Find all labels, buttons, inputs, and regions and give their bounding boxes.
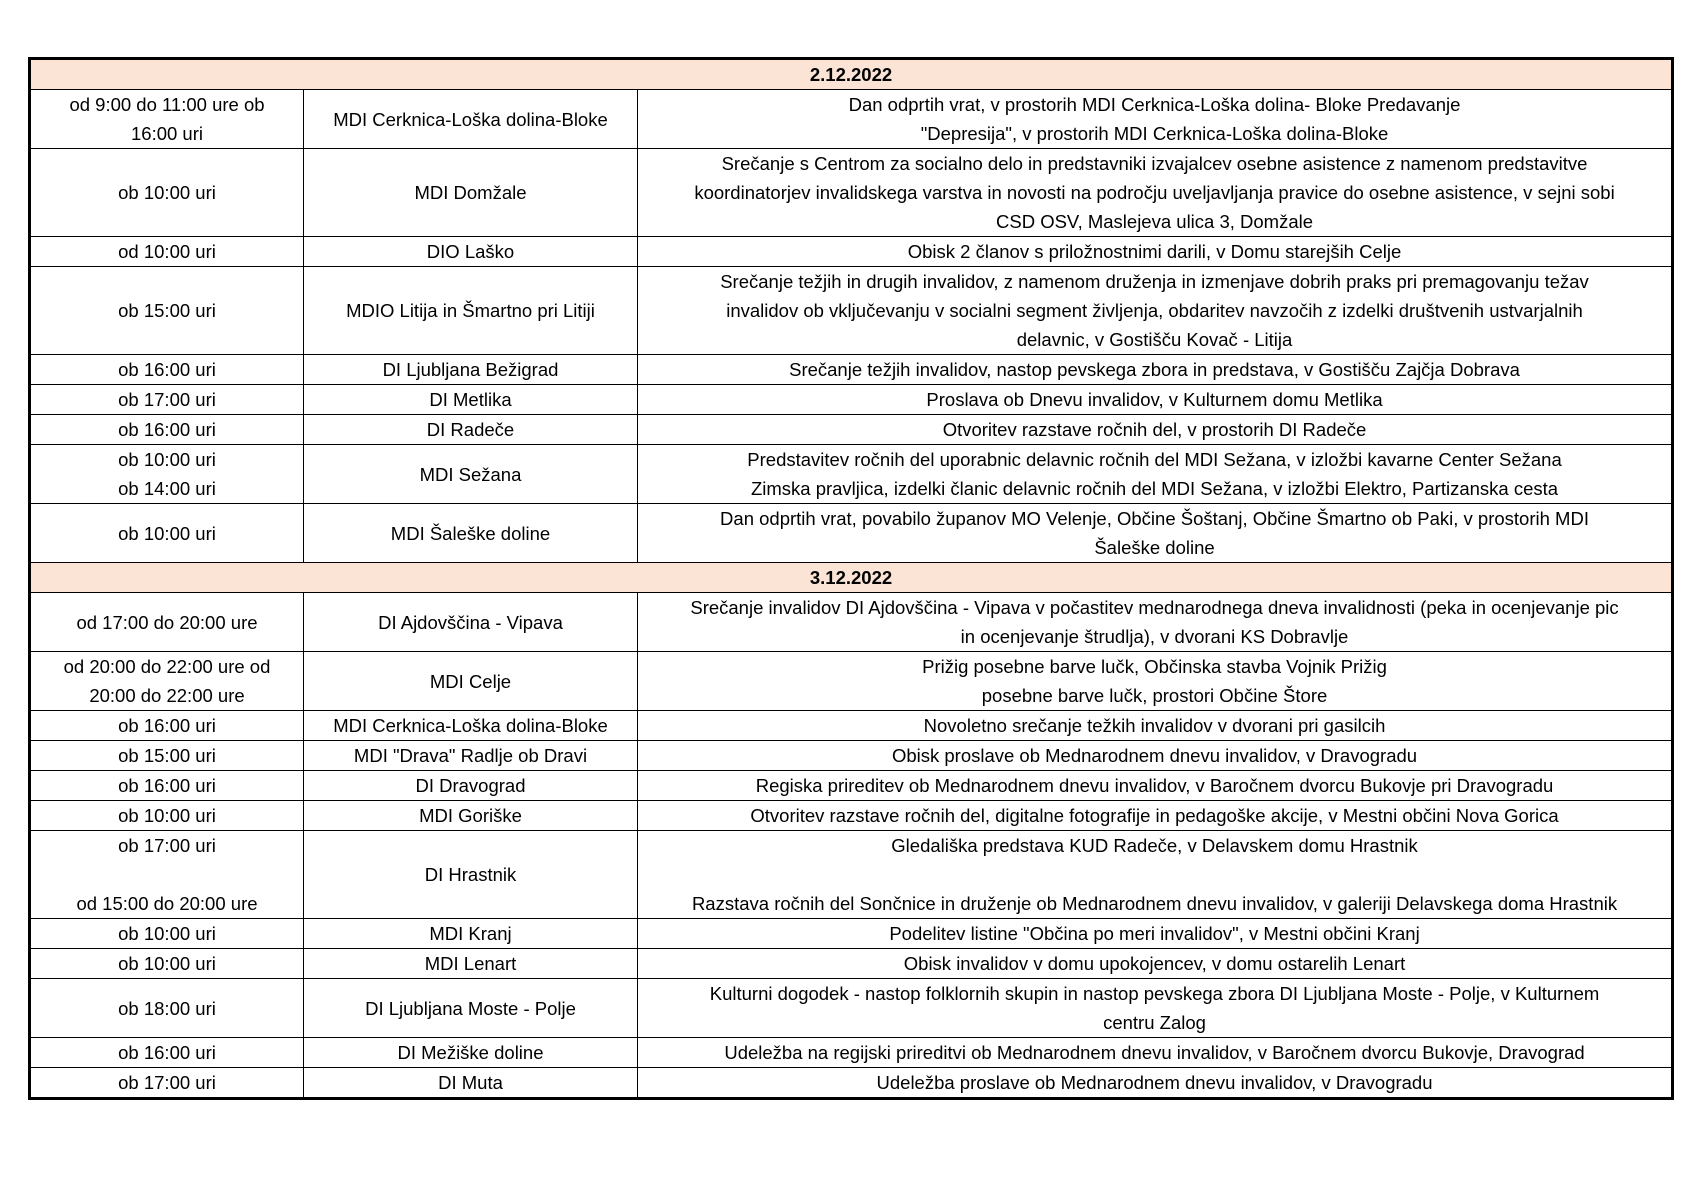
event-description: Obisk 2 članov s priložnostnimi darili, v Domu starejših Celje bbox=[638, 237, 1673, 267]
event-time: ob 17:00 uri bbox=[30, 1068, 304, 1099]
table-row bbox=[30, 90, 1673, 149]
event-organizer: MDI "Drava" Radlje ob Dravi bbox=[304, 741, 638, 771]
event-organizer: MDI Kranj bbox=[304, 919, 638, 949]
table-row bbox=[30, 741, 1673, 771]
section-date: 2.12.2022 bbox=[30, 59, 1673, 90]
section-date: 3.12.2022 bbox=[30, 563, 1673, 593]
event-description: Regiska prireditev ob Mednarodnem dnevu invalidov, v Baročnem dvorcu Bukovje pri Dravogradu bbox=[638, 771, 1673, 801]
event-description: Podelitev listine "Občina po meri invalidov", v Mestni občini Kranj bbox=[638, 919, 1673, 949]
event-organizer: MDIO Litija in Šmartno pri Litiji bbox=[304, 267, 638, 355]
event-description: Srečanje težjih invalidov, nastop pevskega zbora in predstava, v Gostišču Zajčja Dobrava bbox=[638, 355, 1673, 385]
event-time: ob 16:00 uri bbox=[30, 711, 304, 741]
table-row bbox=[30, 831, 1673, 919]
event-organizer: DI Ajdovščina - Vipava bbox=[304, 593, 638, 652]
event-description: Novoletno srečanje težkih invalidov v dvorani pri gasilcih bbox=[638, 711, 1673, 741]
table-row bbox=[30, 415, 1673, 445]
table-row bbox=[30, 267, 1673, 355]
event-description: Kulturni dogodek - nastop folklornih skupin in nastop pevskega zbora DI Ljubljana Moste - Polje, v Kulturnem centru Zalog bbox=[638, 979, 1673, 1038]
event-organizer: DI Ljubljana Bežigrad bbox=[304, 355, 638, 385]
event-time: ob 17:00 uri od 15:00 do 20:00 ure bbox=[30, 831, 304, 919]
table-row bbox=[30, 1038, 1673, 1068]
event-description: Srečanje invalidov DI Ajdovščina - Vipava v počastitev mednarodnega dneva invalidnosti (peka in ocenjevanje pic in ocenjevanje štrudlja), v dvorani KS Dobravlje bbox=[638, 593, 1673, 652]
event-time: ob 15:00 uri bbox=[30, 741, 304, 771]
event-time: od 9:00 do 11:00 ure ob 16:00 uri bbox=[30, 90, 304, 149]
event-organizer: DI Ljubljana Moste - Polje bbox=[304, 979, 638, 1038]
event-organizer: DI Hrastnik bbox=[304, 831, 638, 919]
event-organizer: MDI Lenart bbox=[304, 949, 638, 979]
table-row bbox=[30, 355, 1673, 385]
event-organizer: DI Mežiške doline bbox=[304, 1038, 638, 1068]
event-time: ob 18:00 uri bbox=[30, 979, 304, 1038]
event-description: Dan odprtih vrat, povabilo županov MO Velenje, Občine Šoštanj, Občine Šmartno ob Paki, v prostorih MDI Šaleške doline bbox=[638, 504, 1673, 563]
table-row bbox=[30, 979, 1673, 1038]
event-time: ob 16:00 uri bbox=[30, 771, 304, 801]
event-description: Obisk invalidov v domu upokojencev, v domu ostarelih Lenart bbox=[638, 949, 1673, 979]
table-row bbox=[30, 771, 1673, 801]
event-time: ob 16:00 uri bbox=[30, 1038, 304, 1068]
table-row bbox=[30, 385, 1673, 415]
event-time: ob 16:00 uri bbox=[30, 415, 304, 445]
event-organizer: DIO Laško bbox=[304, 237, 638, 267]
event-time: ob 15:00 uri bbox=[30, 267, 304, 355]
table-row bbox=[30, 445, 1673, 504]
event-description: Srečanje s Centrom za socialno delo in predstavniki izvajalcev osebne asistence z namenom predstavitve koordinatorjev invalidskega varstva in novosti na področju uveljavljanja pravice do osebne asistence, v sejni sobi CSD OSV, Maslejeva ulica 3, Domžale bbox=[638, 149, 1673, 237]
event-organizer: MDI Domžale bbox=[304, 149, 638, 237]
event-time: od 10:00 uri bbox=[30, 237, 304, 267]
event-description: Predstavitev ročnih del uporabnic delavnic ročnih del MDI Sežana, v izložbi kavarne Center Sežana Zimska pravljica, izdelki članic delavnic ročnih del MDI Sežana, v izložbi Elektro, Partizanska cesta bbox=[638, 445, 1673, 504]
event-organizer: MDI Cerknica-Loška dolina-Bloke bbox=[304, 90, 638, 149]
event-time: ob 10:00 uri bbox=[30, 949, 304, 979]
event-organizer: MDI Cerknica-Loška dolina-Bloke bbox=[304, 711, 638, 741]
event-description: Otvoritev razstave ročnih del, v prostorih DI Radeče bbox=[638, 415, 1673, 445]
event-description: Proslava ob Dnevu invalidov, v Kulturnem domu Metlika bbox=[638, 385, 1673, 415]
event-time: ob 10:00 uri bbox=[30, 919, 304, 949]
event-description: Udeležba proslave ob Mednarodnem dnevu invalidov, v Dravogradu bbox=[638, 1068, 1673, 1099]
event-organizer: MDI Sežana bbox=[304, 445, 638, 504]
event-description: Obisk proslave ob Mednarodnem dnevu invalidov, v Dravogradu bbox=[638, 741, 1673, 771]
event-description: Srečanje težjih in drugih invalidov, z namenom druženja in izmenjave dobrih praks pri premagovanju težav invalidov ob vključevanju v socialni segment življenja, obdaritev navzočih z izdelki društvenih ustvarjalnih delavnic, v Gostišču Kovač - Litija bbox=[638, 267, 1673, 355]
event-description: Prižig posebne barve lučk, Občinska stavba Vojnik Prižig posebne barve lučk, prostori Občine Štore bbox=[638, 652, 1673, 711]
event-organizer: DI Muta bbox=[304, 1068, 638, 1099]
event-time: od 20:00 do 22:00 ure od 20:00 do 22:00 ure bbox=[30, 652, 304, 711]
event-time: od 17:00 do 20:00 ure bbox=[30, 593, 304, 652]
event-description: Gledališka predstava KUD Radeče, v Delavskem domu Hrastnik Razstava ročnih del Sončnice in druženje ob Mednarodnem dnevu invalidov, v galeriji Delavskega doma Hrastnik bbox=[638, 831, 1673, 919]
event-description: Otvoritev razstave ročnih del, digitalne fotografije in pedagoške akcije, v Mestni občini Nova Gorica bbox=[638, 801, 1673, 831]
events-table bbox=[28, 57, 1674, 1100]
event-organizer: DI Metlika bbox=[304, 385, 638, 415]
table-row bbox=[30, 711, 1673, 741]
events-table-body bbox=[30, 59, 1673, 1099]
table-row bbox=[30, 919, 1673, 949]
table-row bbox=[30, 149, 1673, 237]
event-time: ob 10:00 uri ob 14:00 uri bbox=[30, 445, 304, 504]
event-time: ob 16:00 uri bbox=[30, 355, 304, 385]
date-row bbox=[30, 563, 1673, 593]
event-time: ob 10:00 uri bbox=[30, 504, 304, 563]
event-time: ob 10:00 uri bbox=[30, 801, 304, 831]
event-organizer: DI Radeče bbox=[304, 415, 638, 445]
event-organizer: DI Dravograd bbox=[304, 771, 638, 801]
table-row bbox=[30, 652, 1673, 711]
table-row bbox=[30, 1068, 1673, 1099]
date-row bbox=[30, 59, 1673, 90]
event-organizer: MDI Celje bbox=[304, 652, 638, 711]
table-row bbox=[30, 504, 1673, 563]
table-row bbox=[30, 801, 1673, 831]
event-description: Dan odprtih vrat, v prostorih MDI Cerknica-Loška dolina- Bloke Predavanje "Depresija", v prostorih MDI Cerknica-Loška dolina-Bloke bbox=[638, 90, 1673, 149]
event-time: ob 10:00 uri bbox=[30, 149, 304, 237]
table-row bbox=[30, 237, 1673, 267]
table-row bbox=[30, 949, 1673, 979]
event-organizer: MDI Šaleške doline bbox=[304, 504, 638, 563]
table-row bbox=[30, 593, 1673, 652]
event-description: Udeležba na regijski prireditvi ob Mednarodnem dnevu invalidov, v Baročnem dvorcu Bukovje, Dravograd bbox=[638, 1038, 1673, 1068]
event-time: ob 17:00 uri bbox=[30, 385, 304, 415]
event-organizer: MDI Goriške bbox=[304, 801, 638, 831]
